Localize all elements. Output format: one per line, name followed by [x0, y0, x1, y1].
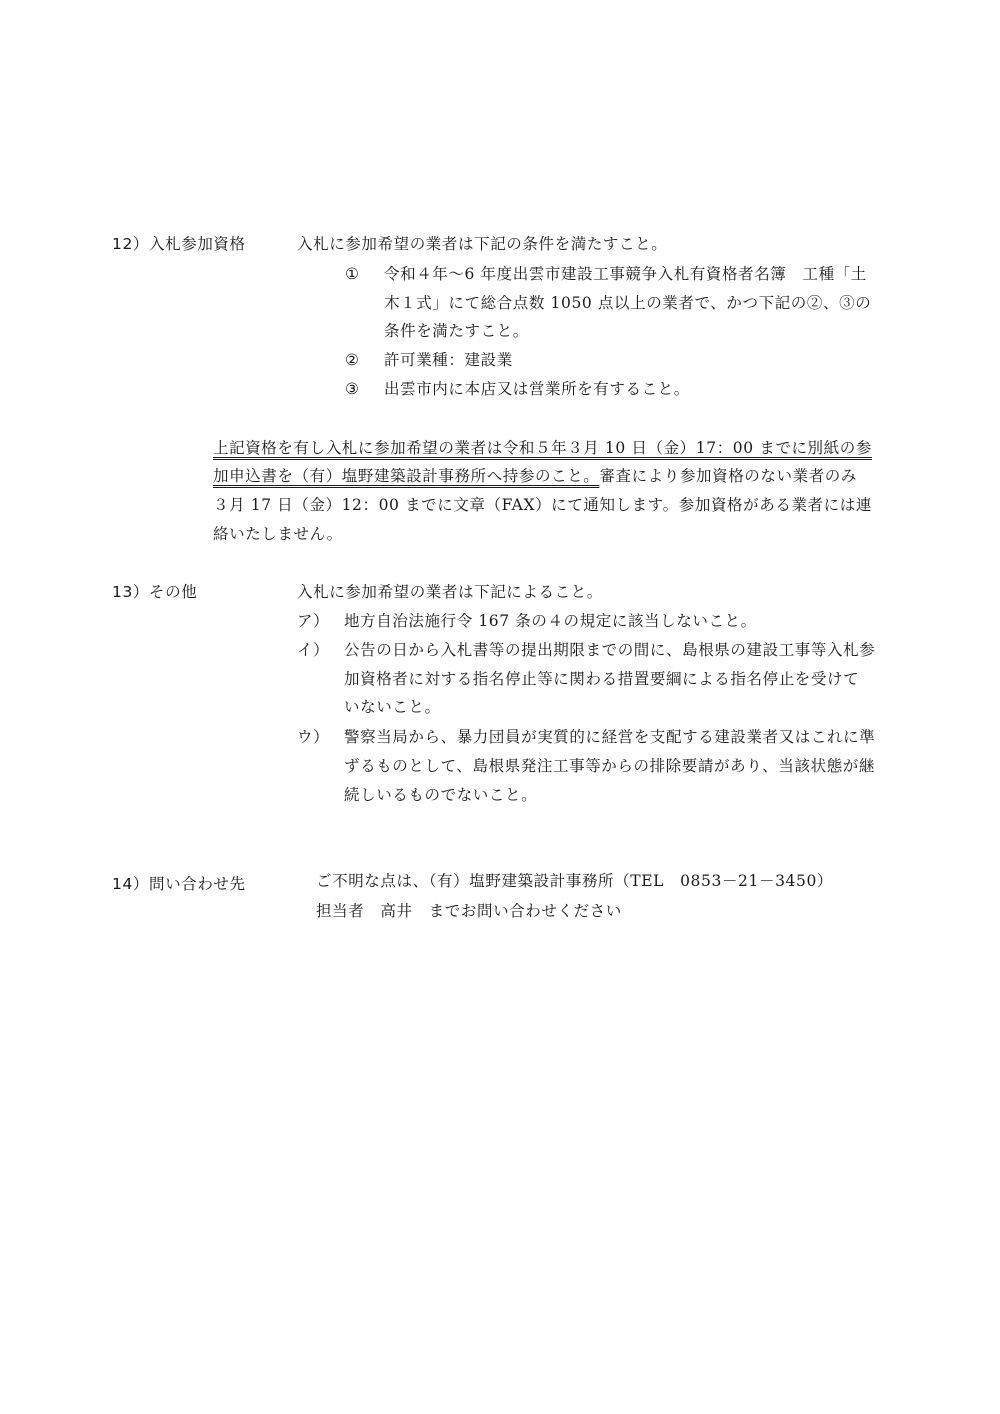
section-14-heading: 14）問い合わせ先 [112, 875, 246, 893]
condition-3-text: 出雲市内に本店又は営業所を有すること。 [384, 380, 690, 398]
screening-notice-text: 審査により参加資格のない業者のみ [599, 467, 858, 485]
item-c-marker: ウ） [297, 728, 330, 746]
item-c-line-3: 続しいるものでないこと。 [344, 786, 538, 804]
item-c-line-2: ずるものとして、島根県発注工事等からの排除要請があり、当該状態が継 [344, 757, 875, 775]
item-b-line-1: 公告の日から入札書等の提出期限までの間に、島根県の建設工事等入札参 [344, 641, 876, 659]
item-b-line-3: いないこと。 [344, 698, 441, 716]
section-12-intro: 入札に参加希望の業者は下記の条件を満たすこと。 [297, 235, 668, 253]
item-a-text: 地方自治法施行令 167 条の４の規定に該当しないこと。 [344, 612, 757, 630]
condition-1-line-1: 令和４年～6 年度出雲市建設工事競争入札有資格者名簿 工種「土 [384, 265, 867, 283]
condition-1-marker: ① [345, 265, 360, 283]
section-13-heading: 13）その他 [112, 583, 198, 601]
section-12-heading: 12）入札参加資格 [112, 235, 246, 253]
qualification-paragraph-line-2 [213, 466, 857, 486]
qualification-paragraph-line-3: ３月 17 日（金）12：00 までに文章（FAX）にて通知します。参加資格がある業者には連 [213, 496, 872, 514]
item-c-line-1: 警察当局から、暴力団員が実質的に経営を支配する建設業者又はこれに準 [344, 728, 876, 746]
condition-1-line-2: 木１式」にて総合点数 1050 点以上の業者で、かつ下記の②、③の [384, 294, 872, 312]
condition-3-marker: ③ [345, 380, 360, 398]
item-a-marker: ア） [297, 612, 330, 630]
condition-2-text: 許可業種：建設業 [384, 351, 513, 369]
qualification-paragraph-line-4: 絡いたしません。 [213, 525, 343, 543]
condition-2-marker: ② [345, 351, 360, 369]
qualification-paragraph-line-1: 上記資格を有し入札に参加希望の業者は令和５年３月 10 日（金）17：00 までに別紙の参 [213, 439, 872, 457]
contact-line-2: 担当者 高井 までお問い合わせください [316, 902, 622, 920]
item-b-line-2: 加資格者に対する指名停止等に関わる措置要綱による指名停止を受けて [344, 670, 860, 688]
condition-1-line-3: 条件を満たすこと。 [384, 322, 529, 340]
section-13-intro: 入札に参加希望の業者は下記によること。 [297, 583, 603, 601]
submission-instruction-underlined: 加申込書を（有）塩野建築設計事務所へ持参のこと。 [213, 467, 600, 485]
contact-line-1: ご不明な点は、（有）塩野建築設計事務所（TEL 0853－21－3450） [316, 872, 834, 890]
item-b-marker: イ） [297, 641, 330, 659]
